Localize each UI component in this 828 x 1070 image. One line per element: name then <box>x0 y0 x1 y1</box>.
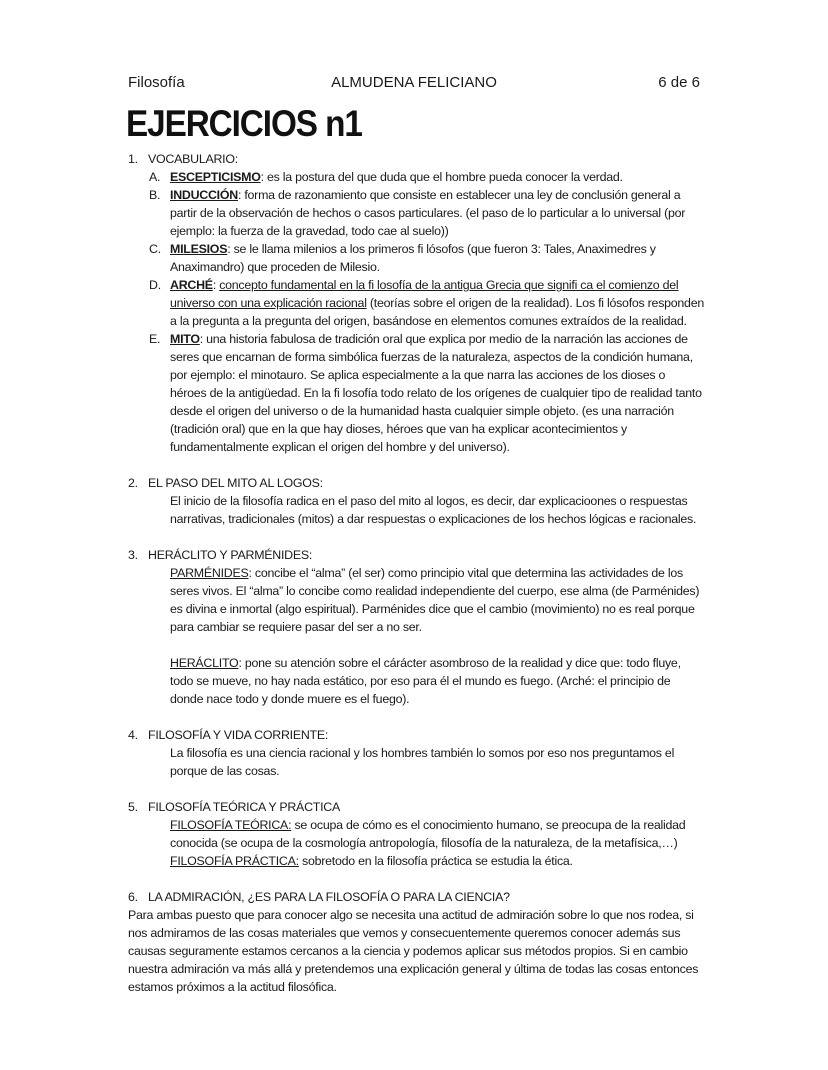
section-number: 1. <box>128 152 138 166</box>
vocab-term: ESCEPTICISMO <box>170 170 261 184</box>
section-paragraph: El inicio de la filosofía radica en el paso del mito al logos, es decir, dar explicacioones o respuestas narrativas, tradicionales (mitos) a dar respuestas o explicaciones de los hechos lógicas e racionales. <box>170 494 697 526</box>
vocab-definition: : una historia fabulosa de tradición oral que explica por medio de la narración las acciones de seres que encarnan de forma simbólica fuerzas de la naturaleza, aspectos de la condición humana, por ejemplo: el minotauro. Se aplica especialmente a la que narra las acciones de los dioses o héroes de la antigüedad. En la fi losofía todo relato de los orígenes de cualquier tipo de realidad tanto desde el origen del universo o de la humanidad hasta cualquier simple objeto. (es una narración (tradición oral) que en la que hay dioses, héroes que van ha explicar acontecimientos y fundamentalmente explican el origen del hombre y del universo). <box>170 332 702 454</box>
vocab-definition: (teorías sobre el origen de la realidad). Los fi lósofos responden a la pregunta a la pregunta del origen, basándose en elementos comunes extraídos de la realidad. <box>170 296 704 328</box>
section-number: 4. <box>128 728 138 742</box>
vocab-term: MITO <box>170 332 200 346</box>
section-title: EL PASO DEL MITO AL LOGOS: <box>148 476 323 490</box>
section-paragraph: Para ambas puesto que para conocer algo se necesita una actitud de admiración sobre lo que nos rodea, si nos admiramos de las cosas materiales que vemos y consecuentemente queremos conocer además sus causas seguramente estamos cercanos a la ciencia y podemos aplicar sus métodos propios. Si en cambio nuestra admiración va más allá y pretendemos una explicación general y última de todas las cosas entonces estamos próximos a la actitud filosófica. <box>128 908 699 994</box>
paragraph-heraclito <box>128 654 704 708</box>
section-number: 3. <box>128 548 138 562</box>
page-header <box>128 74 700 96</box>
section-mito-logos <box>128 474 704 528</box>
paragraph-label: FILOSOFÍA PRÁCTICA: <box>170 854 299 868</box>
paragraph-text: : pone su atención sobre el cárácter asombroso de la realidad y dice que: todo fluye, todo se mueve, no hay nada estático, por eso para él el mundo es fuego. (Arché: el principio de donde nace todo y donde muere es el fuego). <box>170 656 681 706</box>
list-item <box>128 168 704 186</box>
paragraph-text: : concibe el “alma” (el ser) como principio vital que determina las actividades de los seres vivos. El “alma” lo concibe como realidad independiente del cuerpo, ese alma (de Parménides) es divina e inmortal (algo espiritual). Parménides dice que el cambio (movimiento) no es real porque para cambiar se requiere pasar del ser a no ser. <box>170 566 700 634</box>
section-paragraph: La filosofía es una ciencia racional y los hombres también lo somos por eso nos preguntamos el porque de las cosas. <box>170 746 675 778</box>
vocab-definition-underlined: concepto fundamental en la fi losofía de la antigua Grecia que signifi ca el comienzo del universo con una explicación racional <box>170 278 679 310</box>
section-number: 6. <box>128 890 138 904</box>
section-number: 5. <box>128 800 138 814</box>
section-heraclito-parmenides <box>128 546 704 708</box>
section-title: HERÁCLITO Y PARMÉNIDES: <box>148 548 313 562</box>
list-item <box>128 186 704 240</box>
list-item <box>128 276 704 330</box>
header-author: ALMUDENA FELICIANO <box>331 74 497 91</box>
item-marker: A. <box>149 170 161 184</box>
item-marker: E. <box>149 332 161 346</box>
paragraph-text: se ocupa de cómo es el conocimiento humano, se preocupa de la realidad conocida (se ocupa de la cosmología antropología, filosofía de la naturaleza, de la metafísica,…) <box>170 818 686 850</box>
vocab-definition: : es la postura del que duda que el hombre pueda conocer la verdad. <box>260 170 623 184</box>
vocab-separator: : <box>212 278 220 292</box>
document-body <box>128 150 704 996</box>
list-item <box>128 240 704 276</box>
section-number: 2. <box>128 476 138 490</box>
vocab-term: ARCHÉ <box>170 278 213 292</box>
header-subject: Filosofía <box>128 74 185 91</box>
section-admiracion <box>128 888 704 996</box>
vocabulary-list <box>128 168 704 456</box>
paragraph-label: HERÁCLITO <box>170 656 239 670</box>
vocab-definition: : se le llama milenios a los primeros fi lósofos (que fueron 3: Tales, Anaximedres y Anaximandro) que proceden de Milesio. <box>170 242 656 274</box>
item-marker: D. <box>149 278 161 292</box>
paragraph-parmenides <box>128 564 704 636</box>
item-marker: C. <box>149 242 161 256</box>
section-teorica-practica <box>128 798 704 870</box>
vocab-term: MILESIOS <box>170 242 228 256</box>
header-page-number: 6 de 6 <box>658 74 700 91</box>
paragraph-label: FILOSOFÍA TEÓRICA: <box>170 818 292 832</box>
section-filosofia-vida <box>128 726 704 780</box>
section-title: LA ADMIRACIÓN, ¿ES PARA LA FILOSOFÍA O PARA LA CIENCIA? <box>148 890 510 904</box>
paragraph-practica <box>128 852 704 870</box>
section-title: FILOSOFÍA Y VIDA CORRIENTE: <box>148 728 329 742</box>
page-title: EJERCICIOS n1 <box>126 103 362 144</box>
vocab-definition: : forma de razonamiento que consiste en establecer una ley de conclusión general a partir de la observación de hechos o casos particulares. (el paso de lo particular a lo universal (por ejemplo: la fuerza de la gravedad, todo cae al suelo)) <box>170 188 686 238</box>
paragraph-label: PARMÉNIDES <box>170 566 249 580</box>
item-marker: B. <box>149 188 161 202</box>
section-vocabulario <box>128 150 704 456</box>
vocab-term: INDUCCIÓN <box>170 188 238 202</box>
list-item <box>128 330 704 456</box>
section-title: FILOSOFÍA TEÓRICA Y PRÁCTICA <box>148 800 340 814</box>
paragraph-teorica <box>128 816 704 852</box>
paragraph-text: sobretodo en la filosofía práctica se estudia la ética. <box>298 854 573 868</box>
section-title: VOCABULARIO: <box>148 152 238 166</box>
